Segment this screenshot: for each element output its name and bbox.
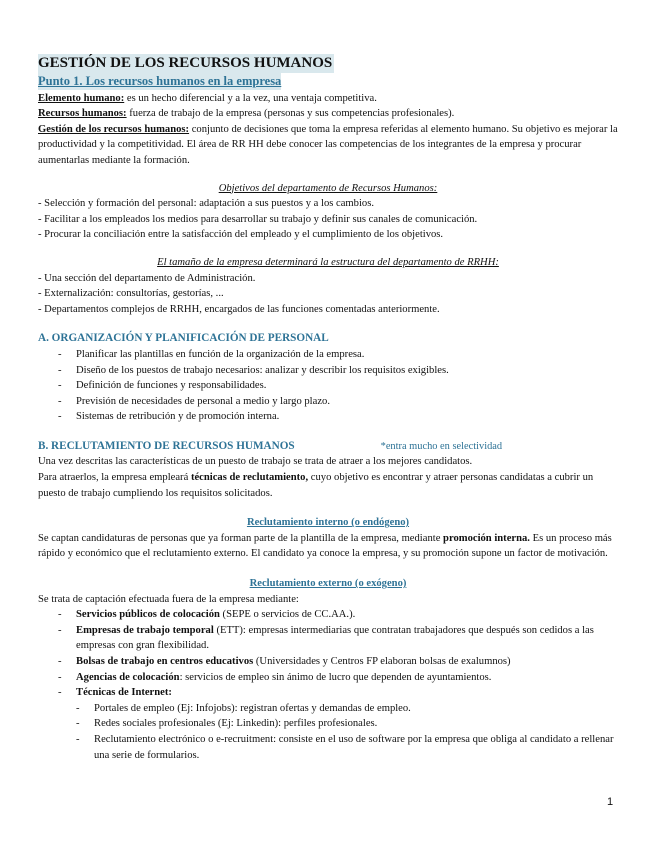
list-item: - Definición de funciones y responsabilidades.	[58, 378, 618, 394]
tamano-item: - Departamentos complejos de RRHH, encargados de las funciones comentadas anteriormente.	[38, 303, 440, 315]
list-item: - Redes sociales profesionales (Ej: Linkedin): perfiles profesionales.	[76, 716, 618, 732]
section-b-paragraph-2: Para atraerlos, la empresa empleará técnicas de reclutamiento, cuyo objetivo es encontrar y atraer personas candidatas a cubrir un puesto de trabajo cumpliendo los requisitos solicitados.	[38, 472, 594, 499]
objetivos-item: - Facilitar a los empleados los medios para desarrollar su trabajo y definir sus canales de comunicación.	[38, 213, 478, 225]
section-a-heading: A. ORGANIZACIÓN Y PLANIFICACIÓN DE PERSONAL	[38, 332, 329, 345]
section-b-paragraph-1: Una vez descritas las características de un puesto de trabajo se trata de atraer a los mejores candidatos.	[38, 456, 473, 468]
objetivos-heading: Objetivos del departamento de Recursos Humanos:	[218, 182, 438, 194]
list-item: - Empresas de trabajo temporal (ETT): empresas intermediarias que contratan trabajadores que después son cedidos a las empresas con gran flexibilidad.	[58, 623, 618, 654]
objetivos-item: - Procurar la conciliación entre la satisfacción del empleado y el cumplimiento de los objetivos.	[38, 229, 444, 241]
section-b-heading: B. RECLUTAMIENTO DE RECURSOS HUMANOS *entra mucho en selectividad	[38, 439, 503, 452]
list-item: - Reclutamiento electrónico o e-recruitment: consiste en el uso de software por la empresa que obliga al candidato a rellenar una serie de formularios.	[76, 732, 618, 763]
reclutamiento-externo-heading: Reclutamiento externo (o exógeno)	[249, 578, 407, 590]
reclutamiento-externo-intro: Se trata de captación efectuada fuera de la empresa mediante:	[38, 593, 299, 605]
selectividad-note: *entra mucho en selectividad	[380, 440, 503, 452]
list-item: - Servicios públicos de colocación (SEPE o servicios de CC.AA.).	[58, 607, 618, 623]
tamano-item: - Externalización: consultorías, gestorías, ...	[38, 288, 224, 300]
reclutamiento-externo-list	[38, 607, 618, 701]
list-item: - Planificar las plantillas en función de la organización de la empresa.	[58, 347, 618, 363]
page-number: 1	[607, 796, 614, 808]
list-item: - Agencias de colocación: servicios de empleo sin ánimo de lucro que dependen de ayuntamientos.	[58, 670, 618, 686]
tamano-item: - Una sección del departamento de Administración.	[38, 272, 256, 284]
definition-elemento-humano: Elemento humano: es un hecho diferencial y a la vez, una ventaja competitiva.	[38, 92, 377, 104]
list-item: - Bolsas de trabajo en centros educativos (Universidades y Centros FP elaboran bolsas de exalumnos)	[58, 654, 618, 670]
document-title: GESTIÓN DE LOS RECURSOS HUMANOS	[38, 55, 333, 71]
page-content	[38, 54, 618, 763]
definition-recursos-humanos: Recursos humanos: fuerza de trabajo de la empresa (personas y sus competencias profesionales).	[38, 108, 455, 120]
definition-gestion: Gestión de los recursos humanos: conjunto de decisiones que toma la empresa referidas al elemento humano. Su objetivo es mejorar la productividad y la competitividad. El área de RR HH debe conocer las competencias de los integrantes de la empresa y procurar aumentarlas mediante la formación.	[38, 123, 618, 166]
tamano-heading: El tamaño de la empresa determinará la estructura del departamento de RRHH:	[157, 256, 499, 268]
reclutamiento-interno-paragraph: Se captan candidaturas de personas que ya forman parte de la plantilla de la empresa, mediante promoción interna. Es un proceso más rápido y económico que el reclutamiento externo. El candidato ya conoce la empresa, y su promoción supone un factor de motivación.	[38, 532, 612, 560]
list-item: - Previsión de necesidades de personal a medio y largo plazo.	[58, 394, 618, 410]
list-item: - Diseño de los puestos de trabajo necesarios: analizar y describir los requisitos exigibles.	[58, 363, 618, 379]
list-item: - Portales de empleo (Ej: Infojobs): registran ofertas y demandas de empleo.	[76, 701, 618, 717]
point-1-heading: Punto 1. Los recursos humanos en la empresa	[38, 74, 282, 88]
list-item: - Técnicas de Internet:	[58, 685, 618, 701]
list-item: - Sistemas de retribución y de promoción interna.	[58, 409, 618, 425]
section-a-list	[38, 347, 618, 425]
reclutamiento-interno-heading: Reclutamiento interno (o endógeno)	[246, 517, 410, 529]
internet-techniques-list	[38, 701, 618, 763]
objetivos-item: - Selección y formación del personal: adaptación a sus puestos y a los cambios.	[38, 198, 374, 210]
